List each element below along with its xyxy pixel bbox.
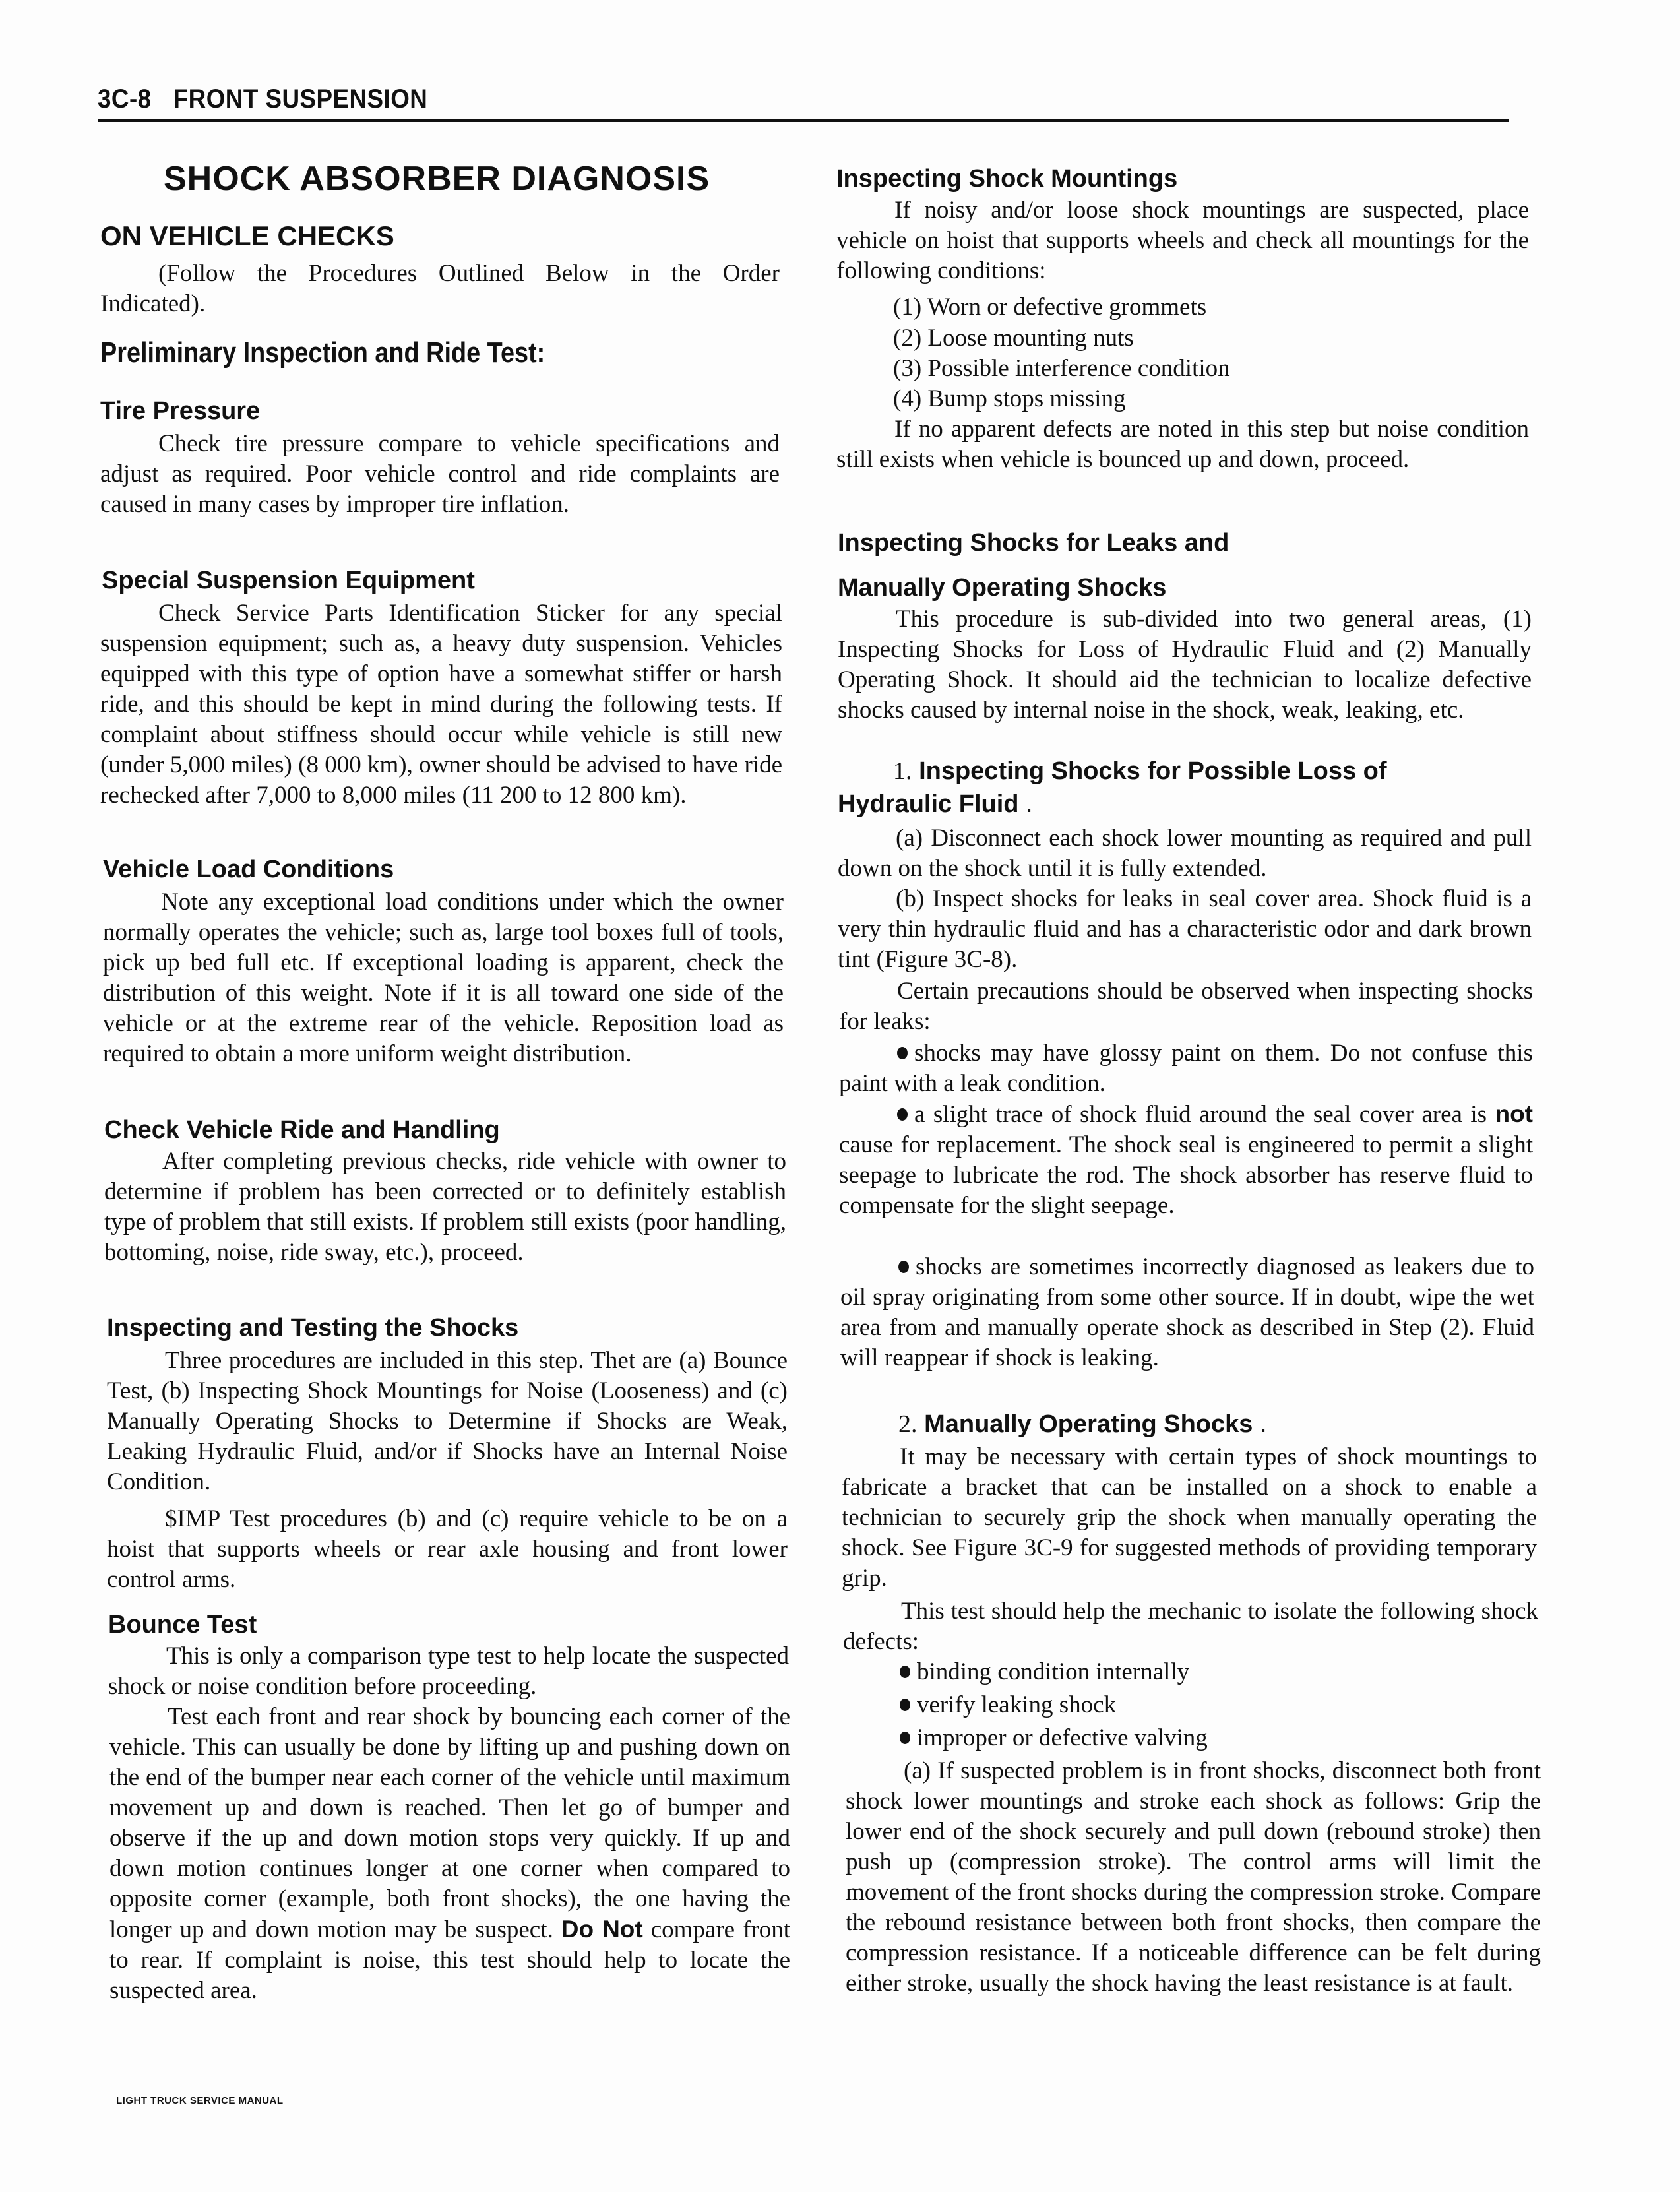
step-1-title: [893, 756, 1530, 786]
mountings-followup: If no apparent defects are noted in this step but noise condition still exists when vehicle is bounced up and down, proceed.: [836, 416, 1529, 473]
tire-pressure-heading: Tire Pressure: [100, 397, 261, 425]
leaks-heading-line-2: Manually Operating Shocks: [838, 574, 1167, 602]
ride-handling-body: After completing previous checks, ride vehicle with owner to determine if problem has been corrected or to definitely establish type of problem that still exists. If problem still exists (poor handling, bottoming, noise, ride sway, etc.), proceed.: [104, 1148, 786, 1266]
not-emphasis: not: [1495, 1100, 1533, 1127]
defect-3-text: improper or defective valving: [917, 1724, 1208, 1751]
precaution-bullet-3: [840, 1252, 1534, 1373]
step-1-title-line-2: Hydraulic Fluid: [838, 790, 1019, 818]
mounting-condition-1: (1) Worn or defective grommets: [893, 294, 1207, 321]
step-1-number: 1.: [893, 757, 912, 785]
precaution-bullet-1: [839, 1038, 1533, 1099]
defect-2-text: verify leaking shock: [917, 1691, 1117, 1718]
leaks-body: This procedure is sub-divided into two general areas, (1) Inspecting Shocks for Loss of Hydraulic Fluid and (2) Manually Operating Shock. It should aid the technician to localize defective shocks caused by internal noise in the shock, weak, leaking, etc.: [838, 606, 1532, 724]
section-heading: ON VEHICLE CHECKS: [100, 220, 394, 251]
leaks-heading-line-1: Inspecting Shocks for Leaks and: [838, 529, 1229, 557]
bounce-test-body-2-post: compare front to rear. If complaint is noise, this test should help to locate the suspected area.: [109, 1916, 790, 2004]
step-1-title-line-2-wrap: [838, 789, 1033, 819]
precaution-bullet-1-text: shocks may have glossy paint on them. Do not confuse this paint with a leak condition.: [839, 1040, 1533, 1097]
bullet-icon: [897, 1047, 908, 1059]
load-conditions-heading: Vehicle Load Conditions: [103, 856, 394, 883]
mountings-heading: Inspecting Shock Mountings: [836, 165, 1178, 193]
step-1-b: (b) Inspect shocks for leaks in seal cover area. Shock fluid is a very thin hydraulic fluid and has a characteristic odor and dark brown tint (Figure 3C-8).: [838, 885, 1532, 973]
tire-pressure-body: Check tire pressure compare to vehicle specifications and adjust as required. Poor vehicle control and ride complaints are caused in many cases by improper tire inflation.: [100, 430, 780, 518]
step-2-number: 2.: [898, 1410, 918, 1438]
step-2-body-1: It may be necessary with certain types of shock mountings to fabricate a bracket that can be installed on a shock to enable a technician to securely grip the shock when manually operating the shock. See Figure 3C-9 for suggested methods of providing temporary grip.: [842, 1443, 1537, 1592]
inspecting-testing-body-2: $IMP Test procedures (b) and (c) require vehicle to be on a hoist that supports wheels or rear axle housing and front lower control arms.: [107, 1505, 788, 1593]
bounce-test-heading: Bounce Test: [108, 1611, 257, 1639]
step-1-a: (a) Disconnect each shock lower mounting as required and pull down on the shock until it is fully extended.: [838, 825, 1532, 882]
precautions-intro: Certain precautions should be observed when inspecting shocks for leaks:: [839, 978, 1533, 1035]
bullet-icon: [900, 1666, 910, 1678]
mounting-condition-3: (3) Possible interference condition: [893, 355, 1230, 382]
bullet-icon: [897, 1108, 908, 1121]
section-title: FRONT SUSPENSION: [173, 84, 428, 113]
inspecting-testing-heading: Inspecting and Testing the Shocks: [107, 1314, 519, 1342]
mounting-condition-4: (4) Bump stops missing: [893, 385, 1126, 412]
bounce-test-body-2: [109, 1702, 790, 2006]
special-suspension-body: Check Service Parts Identification Sticker for any special suspension equipment; such as, a heavy duty suspension. Vehicles equipped with this type of option have a somewhat stiffer or harsh ride, and this should be kept in mind during the following tests. If complaint about stiffness should occur while vehicle is still new (under 5,000 miles) (8 000 km), owner should be advised to have ride rechecked after 7,000 to 8,000 miles (11 200 to 12 800 km).: [100, 600, 782, 809]
precaution-bullet-2-post: cause for replacement. The shock seal is engineered to permit a slight seepage to lubricate the rod. The shock absorber has reserve fluid to compensate for the slight seepage.: [839, 1131, 1533, 1219]
bounce-test-body-2-pre: Test each front and rear shock by bouncing each corner of the vehicle. This can usually be done by lifting up and pushing down on the end of the bumper near each corner of the vehicle until maximum movement up and down is reached. Then let go of bumper and observe if the up and down motion stops very quickly. If up and down motion continues longer at one corner when compared to opposite corner (example, both front shocks), the one having the longer up and down motion may be suspect.: [109, 1703, 790, 1943]
step-2-body-2: This test should help the mechanic to isolate the following shock defects:: [843, 1598, 1538, 1655]
bullet-icon: [900, 1699, 910, 1711]
precaution-bullet-2: [839, 1099, 1533, 1221]
main-title: SHOCK ABSORBER DIAGNOSIS: [164, 160, 710, 198]
mountings-body: If noisy and/or loose shock mountings are suspected, place vehicle on hoist that supports wheels and check all mountings for the following conditions:: [836, 197, 1529, 284]
step-1-title-line-1: Inspecting Shocks for Possible Loss of: [919, 757, 1387, 785]
step-2-title-text: Manually Operating Shocks: [924, 1410, 1253, 1438]
precaution-bullet-3-text: shocks are sometimes incorrectly diagnosed as leakers due to oil spray originating from some other source. If in doubt, wipe the wet area from and manually operate shock as described in Step (2). Fluid will reappear if shock is leaking.: [840, 1253, 1534, 1371]
step-2-title-suffix: .: [1253, 1410, 1267, 1438]
page-number: 3C-8: [98, 84, 152, 113]
bullet-icon: [900, 1732, 910, 1744]
defect-1: [900, 1657, 1189, 1687]
ride-handling-heading: Check Vehicle Ride and Handling: [104, 1116, 500, 1144]
inspecting-testing-body-1: Three procedures are included in this step. Thet are (a) Bounce Test, (b) Inspecting Shock Mountings for Noise (Looseness) and (c) Manually Operating Shocks to Determine if Shocks are Weak, Leaking Hydraulic Fluid, and/or if Shocks have an Internal Noise Condition.: [107, 1347, 788, 1495]
bullet-icon: [898, 1261, 909, 1273]
defect-3: [900, 1723, 1208, 1753]
defect-1-text: binding condition internally: [917, 1658, 1190, 1685]
step-2-title: [898, 1409, 1267, 1439]
header-rule: [98, 119, 1509, 122]
footer-manual-title: LIGHT TRUCK SERVICE MANUAL: [116, 2095, 284, 2106]
load-conditions-body: Note any exceptional load conditions under which the owner normally operates the vehicle; such as, large tool boxes full of tools, pick up bed full etc. If exceptional loading is apparent, check the distribution of this weight. Note if it is all toward one side of the vehicle or at the extreme rear of the vehicle. Reposition load as required to obtain a more uniform weight distribution.: [103, 889, 784, 1067]
special-suspension-heading: Special Suspension Equipment: [102, 567, 475, 594]
section-intro: (Follow the Procedures Outlined Below in the Order Indicated).: [100, 260, 780, 317]
step-2-a: (a) If suspected problem is in front shocks, disconnect both front shock lower mountings and stroke each shock as follows: Grip the lower end of the shock securely and pull down (rebound stroke) then push up (compression stroke). The control arms will limit the movement of the front shocks during the compression stroke. Compare the rebound resistance between both front shocks, then compare the compression resistance. If a noticeable difference can be felt during either stroke, usually the shock having the least resistance is at fault.: [846, 1757, 1541, 1997]
running-header: [98, 84, 427, 114]
subsection-heading: Preliminary Inspection and Ride Test:: [100, 336, 545, 369]
step-1-title-suffix: .: [1018, 790, 1033, 818]
bounce-test-body-1: This is only a comparison type test to help locate the suspected shock or noise condition before proceeding.: [108, 1643, 789, 1700]
defect-2: [900, 1690, 1116, 1720]
precaution-bullet-2-pre: a slight trace of shock fluid around the seal cover area is: [914, 1101, 1495, 1128]
mounting-condition-2: (2) Loose mounting nuts: [893, 325, 1134, 352]
do-not-emphasis: Do Not: [561, 1916, 643, 1943]
